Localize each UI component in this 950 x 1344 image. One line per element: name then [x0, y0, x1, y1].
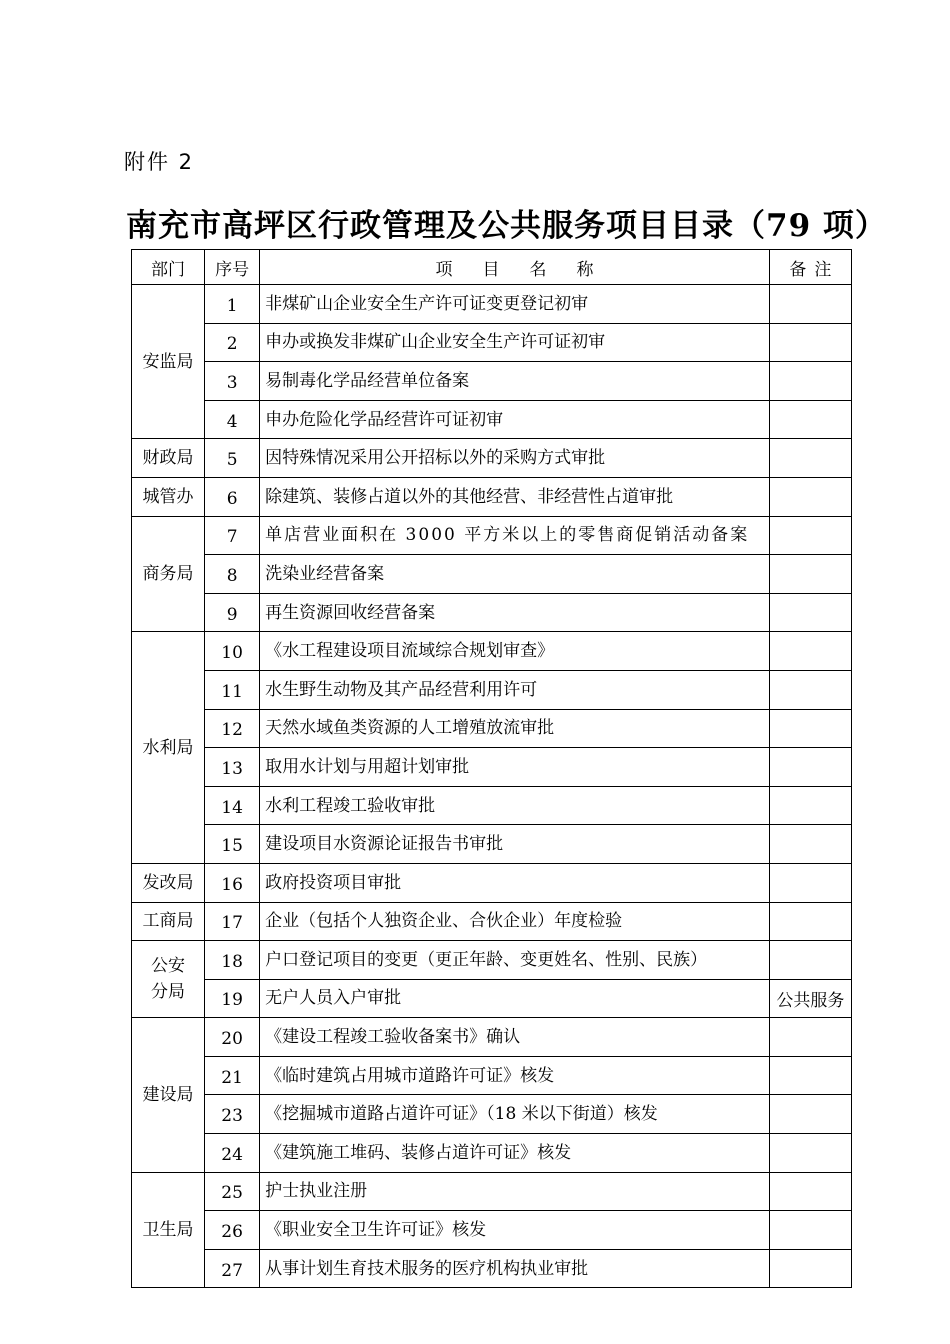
department-cell — [132, 1172, 205, 1288]
seq-cell: 15 — [205, 825, 260, 864]
seq-cell: 5 — [205, 439, 260, 478]
note-cell — [769, 941, 851, 980]
note-cell: 公共服务 — [769, 979, 851, 1018]
department-cell — [132, 477, 205, 516]
department-cell — [132, 1018, 205, 1172]
item-name-cell: 《职业安全卫生许可证》核发 — [260, 1211, 770, 1250]
item-name-cell: 非煤矿山企业安全生产许可证变更登记初审 — [260, 285, 770, 324]
seq-cell: 23 — [205, 1095, 260, 1134]
seq-cell: 21 — [205, 1056, 260, 1095]
table-row — [132, 941, 852, 980]
seq-cell: 9 — [205, 593, 260, 632]
note-cell — [769, 632, 851, 671]
item-name-cell: 《水工程建设项目流域综合规划审查》 — [260, 632, 770, 671]
seq-cell: 10 — [205, 632, 260, 671]
note-cell — [769, 516, 851, 555]
item-name-cell: 取用水计划与用超计划审批 — [260, 748, 770, 787]
seq-cell: 13 — [205, 748, 260, 787]
seq-cell: 4 — [205, 400, 260, 439]
table-row — [132, 786, 852, 825]
table-row — [132, 1172, 852, 1211]
table-row — [132, 979, 852, 1018]
department-label: 财政局 — [142, 448, 194, 469]
department-label: 公安分局 — [151, 956, 186, 1003]
table-row — [132, 323, 852, 362]
note-cell — [769, 709, 851, 748]
note-cell — [769, 902, 851, 941]
note-cell — [769, 400, 851, 439]
item-name-cell: 天然水域鱼类资源的人工增殖放流审批 — [260, 709, 770, 748]
item-name-cell: 从事计划生育技术服务的医疗机构执业审批 — [260, 1249, 770, 1288]
note-cell — [769, 1211, 851, 1250]
note-cell — [769, 285, 851, 324]
seq-cell: 24 — [205, 1134, 260, 1173]
seq-cell: 19 — [205, 979, 260, 1018]
note-cell — [769, 670, 851, 709]
item-name-cell: 洗染业经营备案 — [260, 555, 770, 594]
header-item-label: 项目名称 — [435, 259, 624, 280]
table-row — [132, 593, 852, 632]
page-title: 南充市高坪区行政管理及公共服务项目目录（79 项） — [126, 208, 887, 244]
attachment-label: 附件 2 — [124, 150, 195, 174]
item-name-cell: 《临时建筑占用城市道路许可证》核发 — [260, 1056, 770, 1095]
note-cell — [769, 825, 851, 864]
item-name-cell: 《建设工程竣工验收备案书》确认 — [260, 1018, 770, 1057]
table-row — [132, 516, 852, 555]
item-name-cell: 因特殊情况采用公开招标以外的采购方式审批 — [260, 439, 770, 478]
item-name-cell: 《挖掘城市道路占道许可证》（18 米以下街道）核发 — [260, 1095, 770, 1134]
note-cell — [769, 1056, 851, 1095]
department-label: 商务局 — [142, 563, 194, 584]
department-cell — [132, 863, 205, 902]
table-row — [132, 632, 852, 671]
seq-cell: 3 — [205, 362, 260, 401]
seq-cell: 25 — [205, 1172, 260, 1211]
item-name-cell: 护士执业注册 — [260, 1172, 770, 1211]
table-row — [132, 1249, 852, 1288]
item-name-cell: 无户人员入户审批 — [260, 979, 770, 1018]
seq-cell: 16 — [205, 863, 260, 902]
table-row — [132, 555, 852, 594]
table-row — [132, 1018, 852, 1057]
item-name-cell: 单店营业面积在 3000 平方米以上的零售商促销活动备案 — [260, 516, 770, 555]
note-cell — [769, 1095, 851, 1134]
table-row — [132, 709, 852, 748]
seq-cell: 20 — [205, 1018, 260, 1057]
item-name-cell: 水生野生动物及其产品经营利用许可 — [260, 670, 770, 709]
department-cell — [132, 439, 205, 478]
table-row — [132, 825, 852, 864]
seq-cell: 27 — [205, 1249, 260, 1288]
department-label: 发改局 — [142, 872, 194, 893]
seq-cell: 12 — [205, 709, 260, 748]
table-row — [132, 400, 852, 439]
department-label: 水利局 — [142, 737, 194, 758]
header-item — [260, 250, 770, 285]
header-note-label: 备注 — [789, 259, 840, 280]
item-name-cell: 政府投资项目审批 — [260, 863, 770, 902]
note-cell — [769, 477, 851, 516]
department-label: 建设局 — [142, 1084, 194, 1105]
department-label: 工商局 — [142, 911, 194, 932]
table-row — [132, 902, 852, 941]
table-row — [132, 670, 852, 709]
seq-cell: 7 — [205, 516, 260, 555]
department-cell — [132, 285, 205, 439]
note-cell — [769, 593, 851, 632]
item-name-cell: 易制毒化学品经营单位备案 — [260, 362, 770, 401]
seq-cell: 11 — [205, 670, 260, 709]
seq-cell: 17 — [205, 902, 260, 941]
table-row — [132, 1211, 852, 1250]
table-row — [132, 1095, 852, 1134]
table-row — [132, 285, 852, 324]
seq-cell: 1 — [205, 285, 260, 324]
note-cell — [769, 362, 851, 401]
seq-cell: 8 — [205, 555, 260, 594]
table-row — [132, 863, 852, 902]
note-cell — [769, 1134, 851, 1173]
department-cell — [132, 902, 205, 941]
seq-cell: 6 — [205, 477, 260, 516]
header-note — [769, 250, 851, 285]
note-cell — [769, 1018, 851, 1057]
table-row — [132, 748, 852, 787]
table-row — [132, 1056, 852, 1095]
table-row — [132, 362, 852, 401]
table-row — [132, 1134, 852, 1173]
department-label: 安监局 — [142, 351, 194, 372]
seq-cell: 18 — [205, 941, 260, 980]
note-cell — [769, 555, 851, 594]
note-cell — [769, 863, 851, 902]
table-row — [132, 439, 852, 478]
item-name-cell: 除建筑、装修占道以外的其他经营、非经营性占道审批 — [260, 477, 770, 516]
seq-cell: 26 — [205, 1211, 260, 1250]
department-label: 卫生局 — [142, 1220, 194, 1241]
header-seq: 序号 — [205, 250, 260, 285]
item-name-cell: 户口登记项目的变更（更正年龄、变更姓名、性别、民族） — [260, 941, 770, 980]
department-cell — [132, 632, 205, 864]
note-cell — [769, 1172, 851, 1211]
seq-cell: 2 — [205, 323, 260, 362]
note-cell — [769, 439, 851, 478]
note-cell — [769, 748, 851, 787]
item-name-cell: 《建筑施工堆码、装修占道许可证》核发 — [260, 1134, 770, 1173]
item-name-cell: 申办危险化学品经营许可证初审 — [260, 400, 770, 439]
item-name-cell: 建设项目水资源论证报告书审批 — [260, 825, 770, 864]
department-cell — [132, 941, 205, 1018]
note-cell — [769, 786, 851, 825]
item-name-cell: 水利工程竣工验收审批 — [260, 786, 770, 825]
header-department: 部门 — [132, 250, 205, 285]
item-name-cell: 申办或换发非煤矿山企业安全生产许可证初审 — [260, 323, 770, 362]
department-label: 城管办 — [142, 486, 194, 507]
table-header-row — [132, 250, 852, 285]
service-catalog-table — [131, 249, 852, 1288]
table-body — [132, 285, 852, 1288]
note-cell — [769, 323, 851, 362]
table-row — [132, 477, 852, 516]
item-name-cell: 企业（包括个人独资企业、合伙企业）年度检验 — [260, 902, 770, 941]
department-cell — [132, 516, 205, 632]
item-name-cell: 再生资源回收经营备案 — [260, 593, 770, 632]
seq-cell: 14 — [205, 786, 260, 825]
note-cell — [769, 1249, 851, 1288]
